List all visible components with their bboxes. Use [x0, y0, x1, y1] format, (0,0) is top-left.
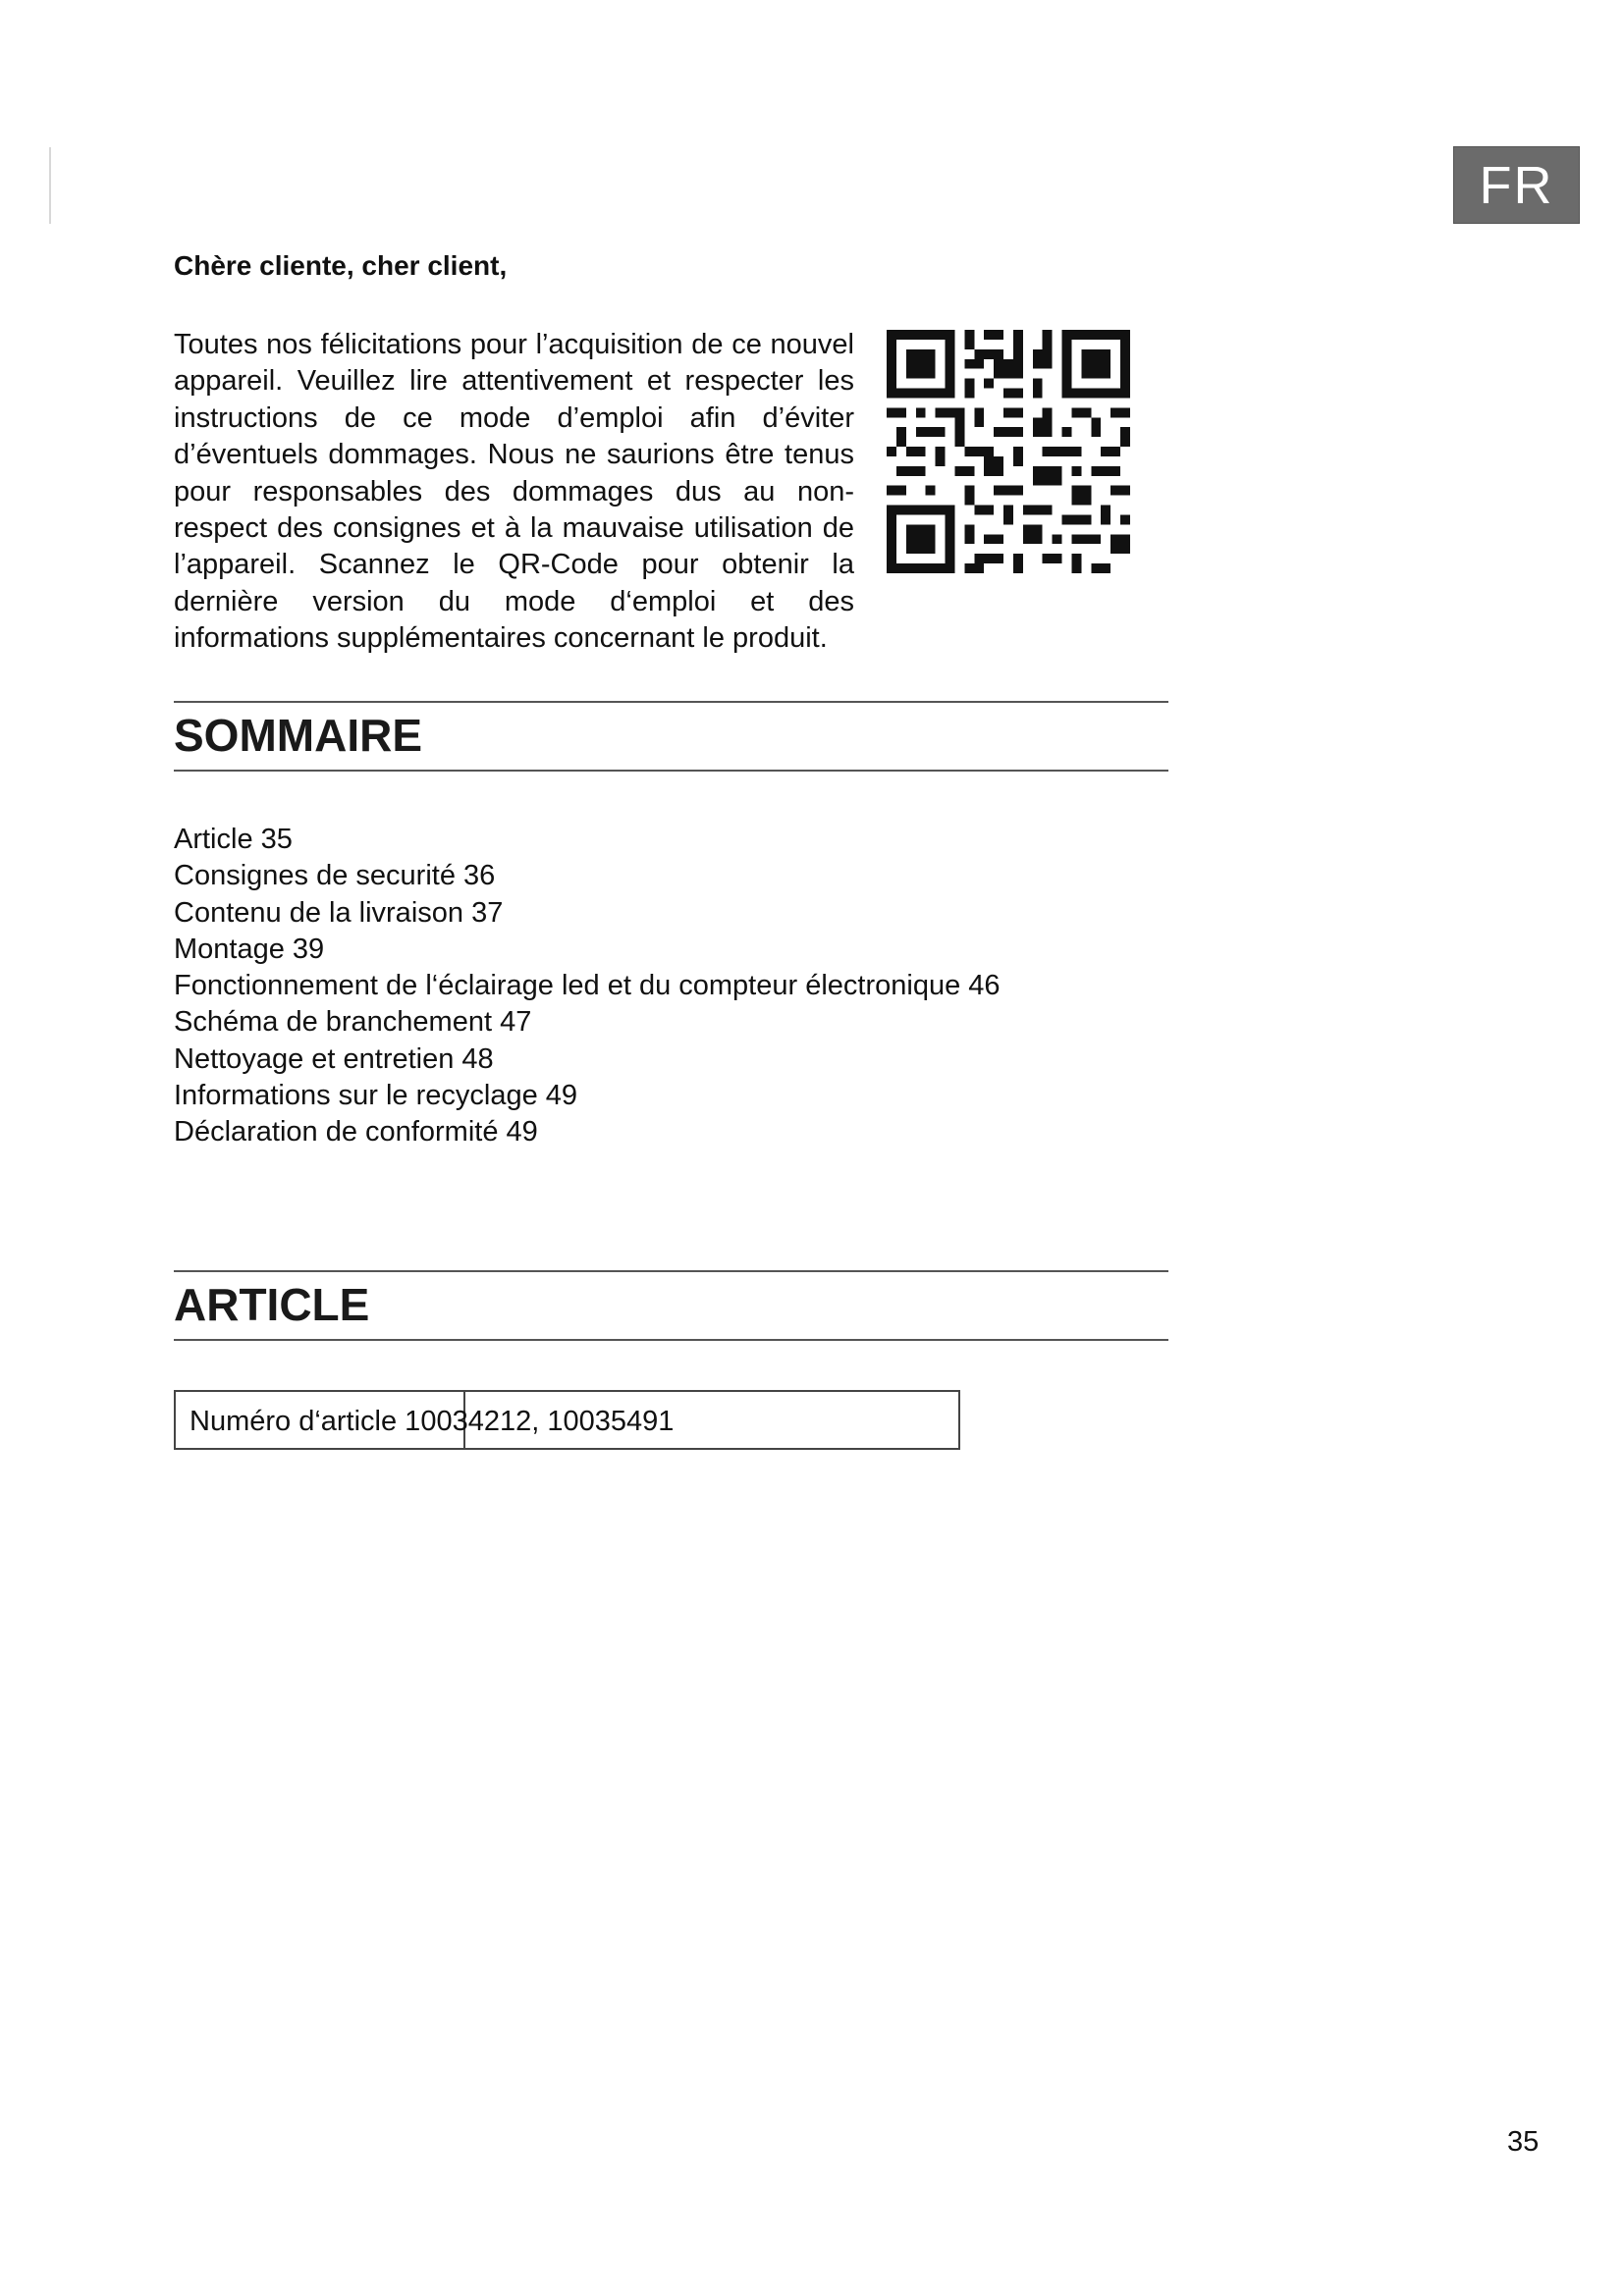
intro-line: version du mode d‘emploi et des informations: [174, 585, 855, 655]
toc-item[interactable]: Schéma de branchement 47: [174, 1006, 532, 1039]
sommaire-title: SOMMAIRE: [174, 710, 422, 761]
toc-item[interactable]: Montage 39: [174, 933, 325, 965]
section-rule-top: [174, 701, 1168, 703]
article-number-table: [174, 1390, 960, 1450]
intro-line: supplémentaires concernant le produit.: [337, 622, 828, 655]
intro-paragraph: [174, 327, 854, 658]
intro-line: appareil. Veuillez lire attentivement et respecter: [174, 365, 804, 398]
margin-rule: [49, 147, 51, 224]
intro-line: des consignes et à la mauvaise utilisation de l’appareil.: [174, 512, 855, 581]
toc-item[interactable]: Déclaration de conformité 49: [174, 1116, 538, 1148]
toc-item[interactable]: Contenu de la livraison 37: [174, 896, 504, 929]
language-tab-label: FR: [1479, 155, 1554, 215]
qr-code-icon: [887, 330, 1130, 573]
section-rule-bottom: [174, 1339, 1168, 1341]
section-rule-bottom: [174, 770, 1168, 772]
language-tab: [1453, 146, 1580, 224]
intro-line: d’éventuels dommages. Nous ne saurions être tenus: [174, 439, 854, 471]
greeting: Chère cliente, cher client,: [174, 250, 508, 281]
toc-item[interactable]: Informations sur le recyclage 49: [174, 1080, 578, 1112]
section-rule-top: [174, 1270, 1168, 1272]
article-number: Numéro d‘article 10034212, 10035491: [189, 1406, 675, 1437]
article-title: ARTICLE: [174, 1279, 370, 1330]
toc-item[interactable]: Article 35: [174, 824, 293, 855]
toc-item[interactable]: Nettoyage et entretien 48: [174, 1042, 494, 1075]
intro-line: Toutes nos félicitations pour l’acquisition de ce nouvel: [174, 329, 854, 360]
intro-line: Scannez le QR-Code pour obtenir la dernière: [174, 549, 854, 617]
intro-line: pour responsables des dommages dus au non-respect: [174, 475, 854, 545]
page-number: 35: [1507, 2126, 1540, 2158]
table-of-contents: [174, 822, 1001, 1151]
toc-item[interactable]: Consignes de securité 36: [174, 860, 496, 892]
toc-item[interactable]: Fonctionnement de l‘éclairage led et du compteur électronique 46: [174, 970, 1001, 1002]
intro-line: les instructions de ce mode d’emploi afin d’éviter: [174, 365, 854, 434]
